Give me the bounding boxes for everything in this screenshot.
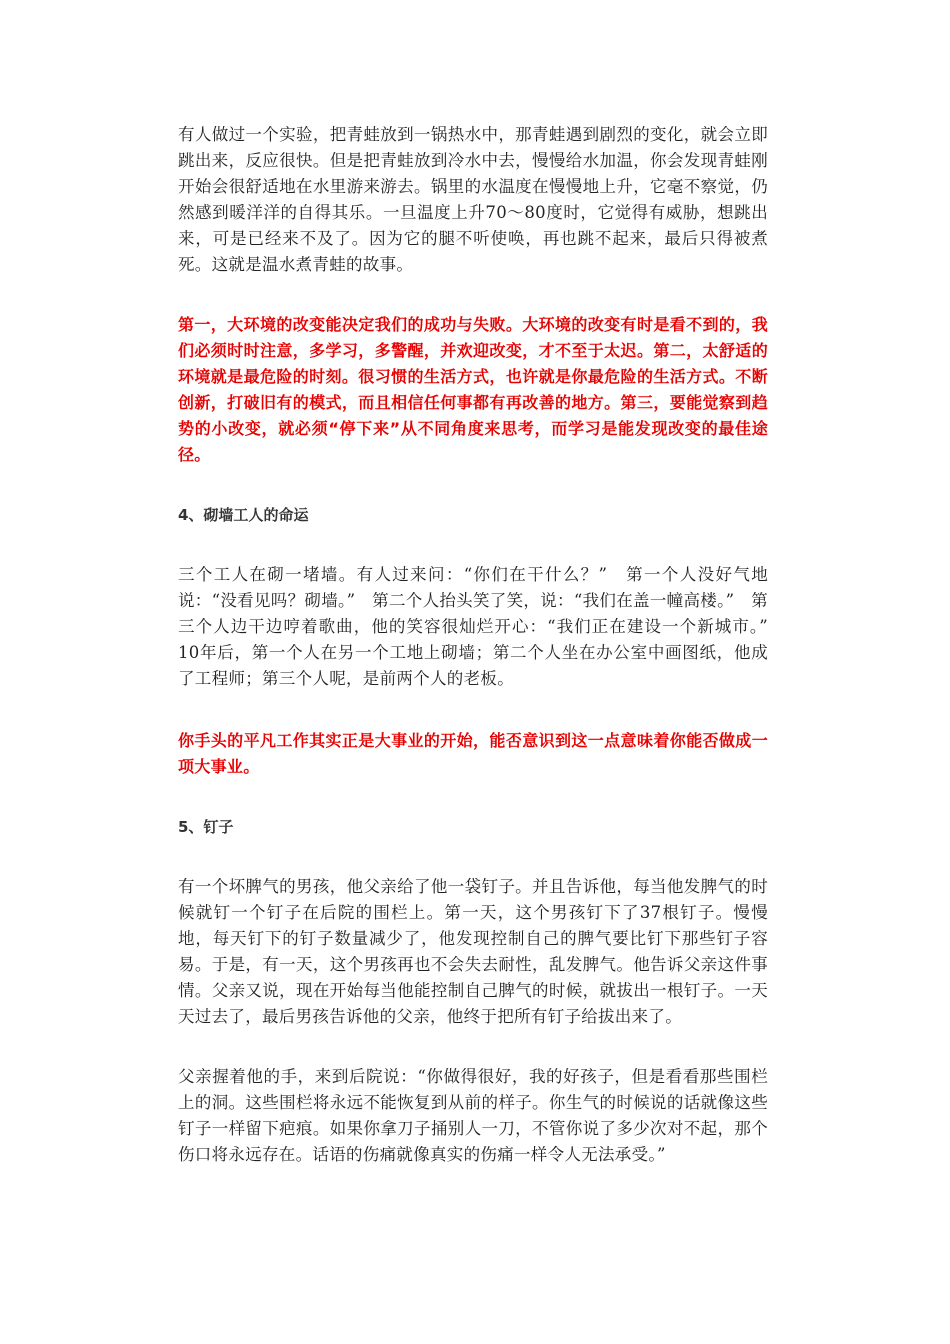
paragraph-frog-lesson: 第一，大环境的改变能决定我们的成功与失败。大环境的改变有时是看不到的，我们必须时时注意，多学习，多警醒，并欢迎改变，才不至于太迟。第二，太舒适的环境就是最危险的时刻。很习惯的生活方式，也许就是你最危险的生活方式。不断创新，打破旧有的模式，而且相信任何事都有再改善的地方。第三，要能觉察到趋势的小改变，就必须“停下来”从不同角度来思考，而学习是能发现改变的最佳途径。 bbox=[178, 315, 768, 464]
paragraph-frog-story: 有人做过一个实验，把青蛙放到一锅热水中，那青蛙遇到剧烈的变化，就会立即跳出来，反应很快。但是把青蛙放到冷水中去，慢慢给水加温，你会发现青蛙刚开始会很舒适地在水里游来游去。锅里的水温度在慢慢地上升，它毫不察觉，仍然感到暖洋洋的自得其乐。一旦温度上升70～80度时，它觉得有威胁，想跳出来，可是已经来不及了。因为它的腿不听使唤，再也跳不起来，最后只得被煮死。这就是温水煮青蛙的故事。 bbox=[178, 125, 768, 274]
section-heading-4: 4、砌墙工人的命运 bbox=[178, 506, 309, 524]
paragraph-workers-story: 三个工人在砌一堵墙。有人过来问：“你们在干什么？” 第一个人没好气地说：“没看见吗？砌墙。” 第二个人抬头笑了笑，说：“我们在盖一幢高楼。” 第三个人边干边哼着歌曲，他的笑容很灿烂开心：“我们正在建设一个新城市。” 10年后，第一个人在另一个工地上砌墙；第二个人坐在办公室中画图纸，他成了工程师；第三个人呢，是前两个人的老板。 bbox=[178, 565, 768, 688]
paragraph-nails-story-1: 有一个坏脾气的男孩，他父亲给了他一袋钉子。并且告诉他，每当他发脾气的时候就钉一个钉子在后院的围栏上。第一天，这个男孩钉下了37根钉子。慢慢地，每天钉下的钉子数量减少了，他发现控制自己的脾气要比钉下那些钉子容易。于是，有一天，这个男孩再也不会失去耐性，乱发脾气。他告诉父亲这件事情。父亲又说，现在开始每当他能控制自己脾气的时候，就拔出一根钉子。一天天过去了，最后男孩告诉他的父亲，他终于把所有钉子给拔出来了。 bbox=[178, 877, 768, 1026]
paragraph-workers-lesson: 你手头的平凡工作其实正是大事业的开始，能否意识到这一点意味着你能否做成一项大事业。 bbox=[178, 731, 768, 776]
paragraph-nails-story-2: 父亲握着他的手，来到后院说：“你做得很好，我的好孩子，但是看看那些围栏上的洞。这些围栏将永远不能恢复到从前的样子。你生气的时候说的话就像这些钉子一样留下疤痕。如果你拿刀子捅别人一刀，不管你说了多少次对不起，那个伤口将永远存在。话语的伤痛就像真实的伤痛一样令人无法承受。” bbox=[178, 1067, 768, 1164]
document-body bbox=[178, 122, 768, 1168]
section-heading-5: 5、钉子 bbox=[178, 818, 234, 836]
